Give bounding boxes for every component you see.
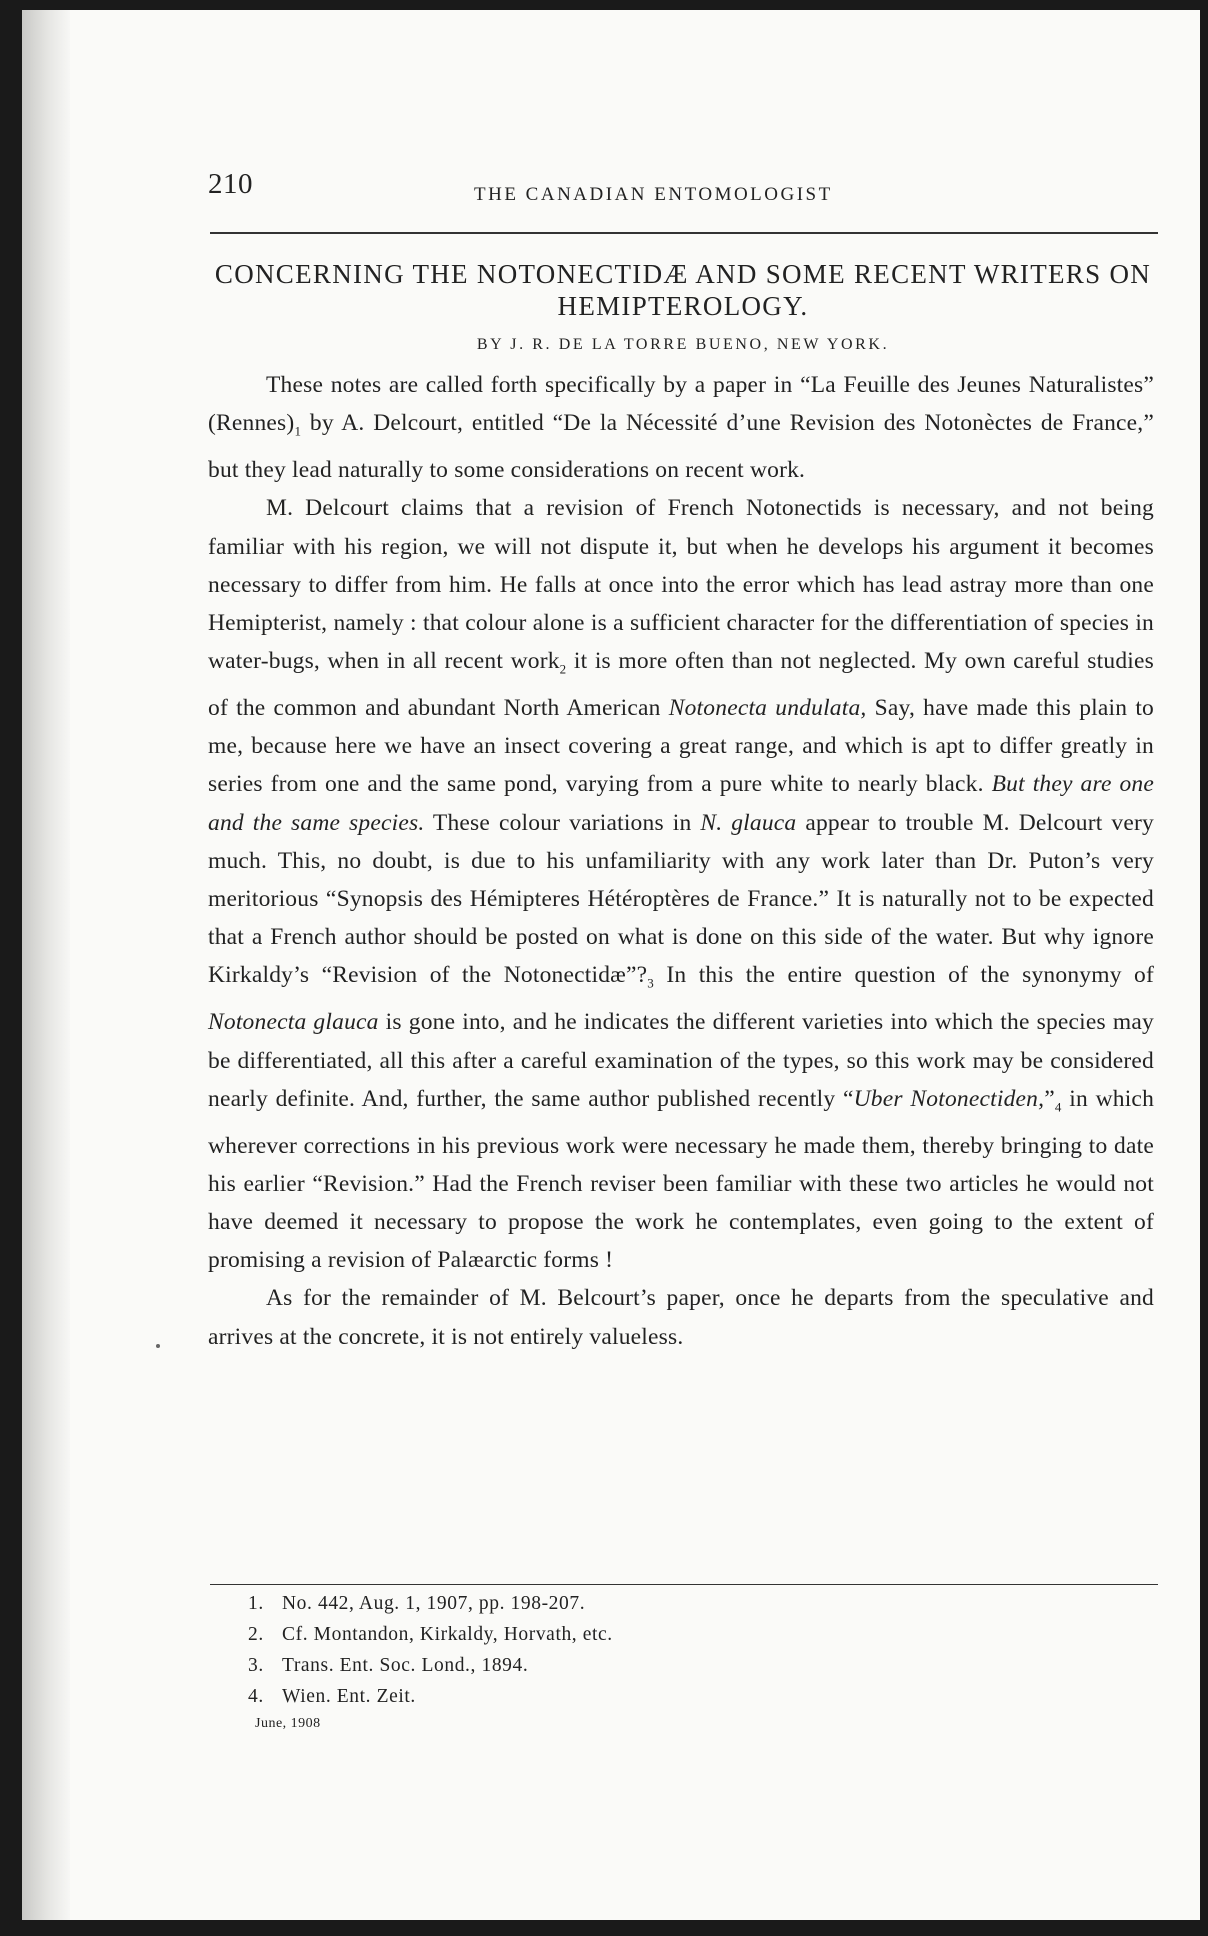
footnote-text: Cf. Montandon, Kirkaldy, Horvath, etc.: [282, 1624, 613, 1645]
text-run: In this the entire question of the synonymy of: [654, 962, 1155, 989]
running-title: THE CANADIAN ENTOMOLOGIST: [474, 184, 833, 205]
footnote: [248, 1619, 613, 1650]
footnotes: [248, 1588, 613, 1712]
footnote-number: 1.: [248, 1593, 264, 1614]
page-number: 210: [208, 168, 253, 200]
article-title: CONCERNING THE NOTONECTIDÆ AND SOME RECENT WRITERS ON HEMIPTEROLOGY.: [214, 259, 1152, 321]
text-run: is gone into, and he indicates the different varieties into which the species may be differentiated, all this after a careful examination of the types, so this work may be considered nearly definite. And, further, the same author published recently “: [208, 1009, 1154, 1112]
text-run: M. Delcourt claims that a revision of French Notonectids is necessary, and not being familiar with his region, we will not dispute it, but when he develops his argument it becomes necessary to differ from him. He falls at once into the error which has lead astray more than one Hemipterist, namely : that colour alone is a sufficient character for the differentiation of species in water-bugs, when in all recent work: [208, 495, 1154, 675]
species-name: N. glauca: [700, 809, 797, 836]
footnote-ref: 1: [294, 423, 302, 439]
footnote-text: Trans. Ent. Soc. Lond., 1894.: [282, 1655, 529, 1676]
paragraph-3: As for the remainder of M. Belcourt’s paper, once he departs from the speculative and arrives at the concrete, it is not entirely valueless.: [208, 1285, 1154, 1350]
footnote-text: Wien. Ent. Zeit.: [282, 1686, 416, 1707]
article-body: [208, 366, 1154, 1356]
text-run: These colour variations in: [424, 809, 701, 836]
work-title: Uber Notonectiden,: [853, 1085, 1045, 1112]
species-name: Notonecta glauca: [208, 1009, 379, 1036]
footnote-ref: 2: [559, 661, 567, 677]
footnote-ref: 3: [647, 976, 654, 992]
text-run: Say, have made this plain to me, because here we have an insect covering a great range, and which is apt to differ greatly in series from one and the same pond, varying from a pure white to nearly black.: [208, 695, 1154, 798]
text-run: appear to trouble M. Delcourt very much. This, no doubt, is due to his unfamiliarity with any work later than Dr. Puton’s very meritorious “Synopsis des Hémipteres Hétéroptères de France.” It is naturally not to be expected that a French author should be posted on what is done on this side of the water. But why ignore Kirkaldy’s “Revision of the Notonectidæ”?: [208, 809, 1154, 989]
footnote-rule: [210, 1584, 1158, 1585]
text-run: These notes are called forth specifically by a paper in “La Feuille des Jeunes Naturalistes” (Rennes): [208, 372, 1154, 437]
paragraph-1: [208, 366, 1154, 489]
paragraph-2: [208, 489, 1154, 1279]
species-name: Notonecta undulata,: [668, 695, 867, 721]
footnote-text: No. 442, Aug. 1, 1907, pp. 198-207.: [282, 1593, 586, 1614]
footnote: [248, 1588, 613, 1619]
footnote-number: 3.: [248, 1655, 264, 1676]
book-page: [22, 10, 1200, 1920]
footnote-number: 2.: [248, 1624, 264, 1645]
footnote-number: 4.: [248, 1686, 264, 1707]
text-run: by A. Delcourt, entitled “De la Nécessité d’une Revision des Notonèctes de France,” but they lead naturally to some considerations on recent work.: [208, 410, 1154, 484]
footnote: [248, 1681, 613, 1712]
issue-date: June, 1908: [255, 1716, 321, 1731]
margin-speck: [156, 1344, 160, 1348]
footnote-ref: 4: [1054, 1099, 1062, 1115]
header-rule: [210, 232, 1158, 234]
text-run: in which wherever corrections in his previous work were necessary he made them, thereby bringing to date his earlier “Revision.” Had the French reviser been familiar with these two articles he would not have deemed it necessary to propose the work he contemplates, even going to the extent of promising a revision of Palæarctic forms !: [208, 1085, 1155, 1274]
footnote: [248, 1650, 613, 1681]
text-run: it is more often than not neglected. My own careful studies of the common and abundant North American: [208, 648, 1154, 721]
emphasis-text: But they are one and the same species.: [208, 771, 1155, 836]
article-byline: BY J. R. DE LA TORRE BUENO, NEW YORK.: [476, 336, 890, 353]
text-run: ”: [1044, 1085, 1055, 1112]
